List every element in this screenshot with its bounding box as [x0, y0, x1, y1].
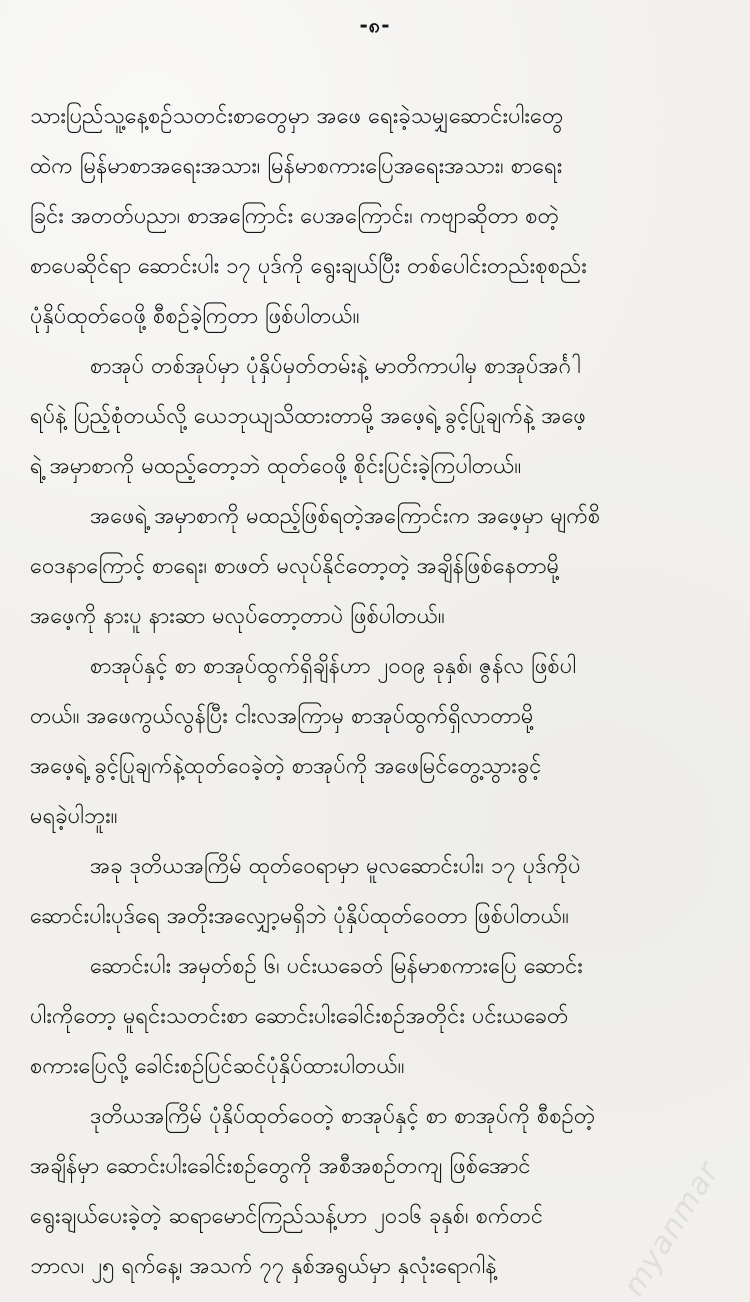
text-line: သားပြည်သူ့နေ့စဉ်သတင်းစာတွေမှာ အဖေ ရေးခဲ့သမျှဆောင်းပါးတွေ — [30, 104, 564, 129]
watermark: myanmar — [616, 1155, 726, 1302]
text-line: အဖေ့ကို နားပူ နားဆာ မလုပ်တော့တာပဲ ဖြစ်ပါတယ်။ — [30, 604, 445, 629]
text-line: ဘာလ၊ ၂၅ ရက်နေ့၊ အသက် ၇၇ နှစ်အရွယ်မှာ နှလုံးရောဂါနဲ့ — [30, 1254, 497, 1279]
text-line: စာအုပ် တစ်အုပ်မှာ ပုံနှိပ်မှတ်တမ်းနဲ့ မာတိကာပါမှ စာအုပ်အင်္ဂါ — [90, 354, 581, 379]
text-line: ရဲ့ အမှာစာကို မထည့်တော့ဘဲ ထုတ်ဝေဖို့ စိုင်းပြင်းခဲ့ကြပါတယ်။ — [30, 454, 522, 479]
text-line: စာအုပ်နှင့် စာ စာအုပ်ထွက်ရှိချိန်ဟာ ၂၀၀၉ ခုနှစ်၊ ဇွန်လ ဖြစ်ပါ — [90, 654, 577, 679]
text-line: ဆောင်းပါး အမှတ်စဉ် ၆၊ ပင်းယခေတ် မြန်မာစကားပြေ ဆောင်း — [90, 954, 583, 979]
text-line: ဝေဒနာကြောင့် စာရေး၊ စာဖတ် မလုပ်နိုင်တော့တဲ့ အချိန်ဖြစ်နေတာမို့ — [30, 554, 560, 579]
text-line: အခု ဒုတိယအကြိမ် ထုတ်ဝေရာမှာ မူလဆောင်းပါး၊ ၁၇ ပုဒ်ကိုပဲ — [90, 854, 581, 879]
text-line: အချိန်မှာ ဆောင်းပါးခေါင်းစဉ်တွေကို အစီအစဉ်တကျ ဖြစ်အောင် — [30, 1154, 531, 1179]
text-line: ခြင်း အတတ်ပညာ၊ စာအကြောင်း ပေအကြောင်း၊ ကဗျာဆိုတာ စတဲ့ — [30, 204, 559, 229]
text-line: ပုံနှိပ်ထုတ်ဝေဖို့ စီစဉ်ခဲ့ကြတာ ဖြစ်ပါတယ်။ — [30, 304, 360, 329]
body-text — [30, 92, 730, 1292]
page-number: -၈- — [359, 13, 391, 37]
text-line: အဖေ့ရဲ့ ခွင့်ပြုချက်နဲ့ထုတ်ဝေခဲ့တဲ့ စာအုပ်ကို အဖေမြင်တွေ့သွားခွင့် — [30, 754, 542, 779]
text-line: ဆောင်းပါးပုဒ်ရေ အတိုးအလျှော့မရှိဘဲ ပုံနှိပ်ထုတ်ဝေတာ ဖြစ်ပါတယ်။ — [30, 904, 569, 929]
text-line: ရပ်နဲ့ ပြည့်စုံတယ်လို့ ယေဘုယျသိထားတာမို့ အဖေ့ရဲ့ ခွင့်ပြုချက်နဲ့ အဖေ့ — [30, 404, 586, 429]
text-line: အဖေရဲ့ အမှာစာကို မထည့်ဖြစ်ရတဲ့အကြောင်းက အဖေ့မှာ မျက်စိ — [90, 504, 601, 529]
text-line: ရွေးချယ်ပေးခဲ့တဲ့ ဆရာမောင်ကြည်သန့်ဟာ ၂၀၁၆ ခုနှစ်၊ စက်တင် — [30, 1204, 544, 1229]
text-line: ဒုတိယအကြိမ် ပုံနှိပ်ထုတ်ဝေတဲ့ စာအုပ်နှင့် စာ စာအုပ်ကို စီစဉ်တဲ့ — [90, 1104, 596, 1129]
text-line: မရခဲ့ပါဘူး။ — [30, 804, 118, 829]
text-line: တယ်။ အဖေကွယ်လွန်ပြီး ငါးလအကြာမှ စာအုပ်ထွက်ရှိလာတာမို့ — [30, 704, 534, 729]
text-line: ပါးကိုတော့ မူရင်းသတင်းစာ ဆောင်းပါးခေါင်းစဉ်အတိုင်း ပင်းယခေတ် — [30, 1004, 569, 1029]
text-line: ထဲက မြန်မာစာအရေးအသား၊ မြန်မာစကားပြေအရေးအသား၊ စာရေး — [30, 154, 563, 179]
text-line: စကားပြေလို့ ခေါင်းစဉ်ပြင်ဆင်ပုံနှိပ်ထားပါတယ်။ — [30, 1054, 405, 1079]
text-line: စာပေဆိုင်ရာ ဆောင်းပါး ၁၇ ပုဒ်ကို ရွေးချယ်ပြီး တစ်ပေါင်းတည်းစုစည်း — [30, 254, 587, 279]
